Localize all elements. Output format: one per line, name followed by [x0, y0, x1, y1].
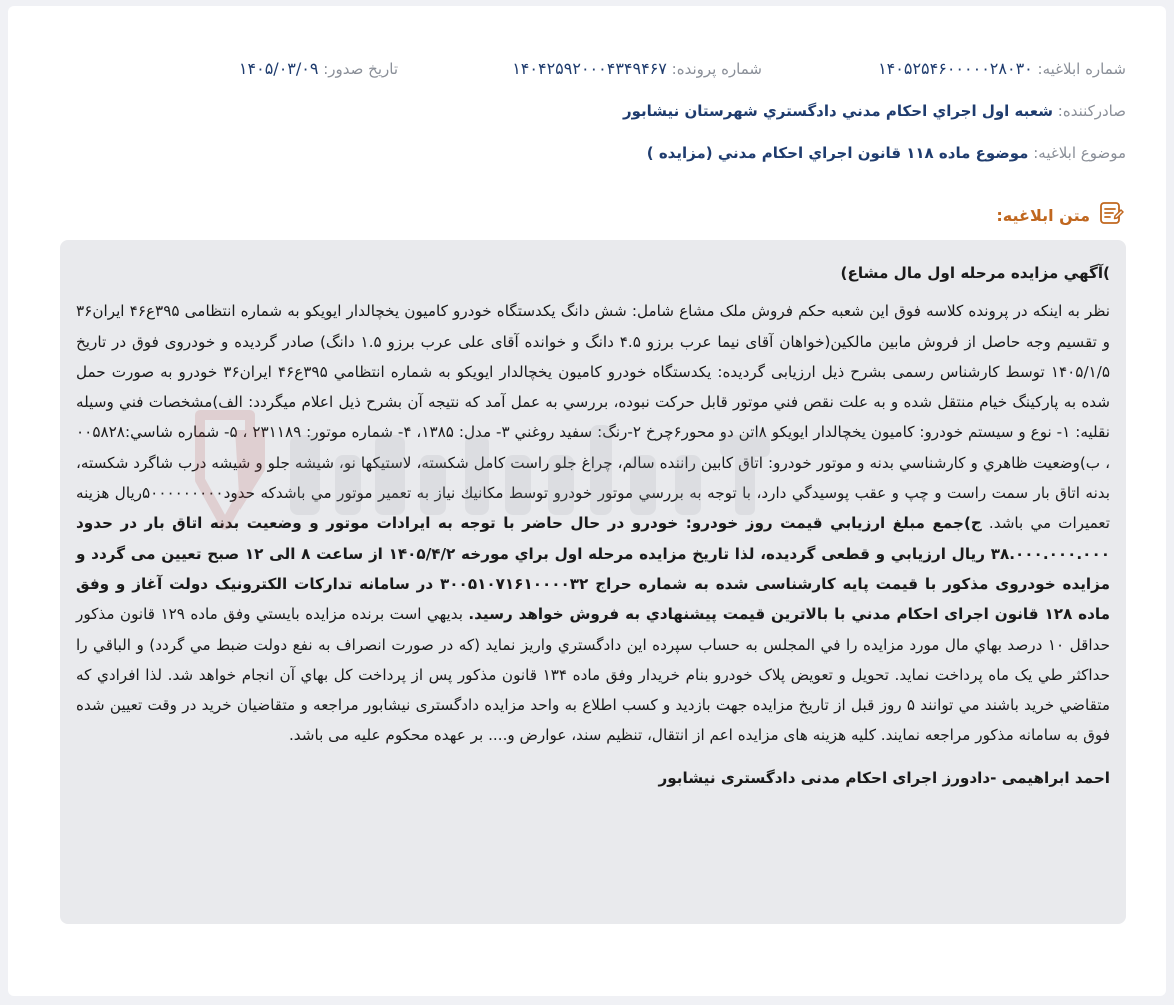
paragraph-part-1: نظر به اینکه در پرونده کلاسه فوق این شعبه حکم فروش ملک مشاع شامل: شش دانگ یکدستگاه خودرو کامیون یخچالدار ایویکو به شماره انتظامی ۳۹۵ع۴۶ ایران۳۶ و تقسیم وجه حاصل از فروش مابین مالکین(خواهان آقای نیما عرب برزو ۴.۵ دانگ و خوانده آقای علی عرب برزو ۱.۵ دانگ) صادر گردیده و خودروی فوق در تاریخ ۱۴۰۵/۱/۵ توسط کارشناس رسمی بشرح ذیل ارزیابی گردیده: یکدستگاه خودرو کامیون یخچالدار ایویکو به شماره انتظامي ۳۹۵ع۴۶ ایران۳۶ خودرو به صورت حمل شده به پارکینگ خیام منتقل شده و به علت نقص فني موتور قابل حرکت نبوده، بررسي به عمل آمد که نتيجه آن بشرح ذيل اعلام ميگردد: الف)مشخصات فني وسيله نقليه: ۱- نوع و سيستم خودرو: کاميون يخچالدار ايويکو ۸اتن دو محور۶چرخ ۲-رنگ: سفيد روغني ۳- مدل: ۱۳۸۵، ۴- شماره موتور: ۲۳۱۱۸۹ ، ۵- شماره شاسي:۰۰۵۸۲۸ ، ب)وضعيت ظاهري و کارشناسي بدنه و موتور خودرو: اتاق کابين راننده سالم، چراغ جلو راست کامل شکسته، لاستيکها نو، شيشه جلو و شيشه درب شاگرد شکسته، بدنه اتاق بار سمت راست و چپ و عقب پوسيدگي دارد، با توجه به بررسي موتور خودرو توسط مکانيك نياز به تعمير موتور مي باشدکه حدود۵۰۰۰۰۰۰۰۰۰ريال هزينه تعميرات مي باشد. [76, 302, 1111, 533]
paragraph-part-2-bold: ج)جمع مبلغ ارزيابي قيمت روز خودرو: خودرو در حال حاضر با توجه به ایرادات موتور و وضعیت بدنه اتاق بار در حدود ۳۸.۰۰۰.۰۰۰.۰۰۰ ريال ارزيابي و قطعی گرديده، لذا تاريخ مزايده مرحله اول براي مورخه ۱۴۰۵/۴/۲ از ساعت ۸ الی ۱۲ صبح تعيين می گردد و مزایده خودروی مذکور با قيمت پايه کارشناسی شده به شماره حراج ۳۰۰۵۱۰۷۱۶۱۰۰۰۰۳۲ در سامانه تدارکات الکترونيک دولت آغاز و وفق ماده ۱۲۸ قانون اجرای احکام مدني با بالاترين قيمت پيشنهادي به فروش خواهد رسيد. [76, 514, 1110, 624]
notice-number [878, 57, 1126, 81]
issuer-label: صادرکننده: [1057, 102, 1126, 120]
notice-document-icon [1098, 200, 1124, 230]
issue-date-value: ۱۴۰۵/۰۳/۰۹ [238, 59, 319, 78]
subject-label: موضوع ابلاغیه: [1033, 144, 1126, 162]
notice-number-value: ۱۴۰۵۲۵۴۶۰۰۰۰۰۲۸۰۳۰ [878, 59, 1033, 78]
issue-date-label: تاریخ صدور: [323, 60, 398, 78]
subject [647, 141, 1126, 165]
notice-heading: )آگهي مزايده مرحله اول مال مشاع) [840, 264, 1110, 282]
notice-body-box [60, 240, 1126, 924]
issuer [623, 99, 1126, 123]
file-number [512, 57, 762, 81]
notice-body [60, 240, 1126, 793]
signature: احمد ابراهيمی -دادورز اجرای احکام مدنی دادگستری نيشابور [658, 768, 1110, 787]
file-number-value: ۱۴۰۴۲۵۹۲۰۰۰۴۳۴۹۴۶۷ [512, 59, 667, 78]
notice-paragraph [76, 296, 1110, 750]
subject-value: موضوع ماده ۱۱۸ قانون اجراي احکام مدني (مزايده ) [646, 144, 1029, 162]
notice-text-label: متن ابلاغیه: [996, 205, 1090, 225]
issue-date [239, 57, 398, 81]
paragraph-part-3: بديهي است برنده مزايده بايستي وفق ماده ۱۲۹ قانون مذکور حداقل ۱۰ درصد بهاي مال مورد مزايده را في المجلس به حساب سپرده اين دادگستري واريز نمايد (كه در صورت انصراف به نفع دولت ضبط مي گردد) و الباقي را حداكثر طي يک ماه پرداخت نمايد. تحويل و تعويض پلاک خودرو بنام خريدار وفق ماده ۱۳۴ قانون مذکور پس از پرداخت کل بهاي آن انجام خواهد شد. لذا افرادي كه متقاضي خريد باشند مي توانند ۵ روز قبل از تاريخ مزايده جهت بازديد و کسب اطلاع به واحد مزايده دادگستری نيشابور مراجعه و متقاضيان خريد در وقت تعيين شده فوق به سامانه مذکور مراجعه نمايند. کليه هزينه های مزايده اعم از انتقال، تنظيم سند، عوارض و.... بر عهده محکوم عليه می باشد. [76, 605, 1111, 745]
notice-text-header [996, 200, 1124, 230]
issuer-value: شعبه اول اجراي احکام مدني دادگستري شهرستان نيشابور [622, 102, 1053, 120]
notice-number-label: شماره ابلاغیه: [1037, 60, 1126, 78]
file-number-label: شماره پرونده: [671, 60, 762, 78]
